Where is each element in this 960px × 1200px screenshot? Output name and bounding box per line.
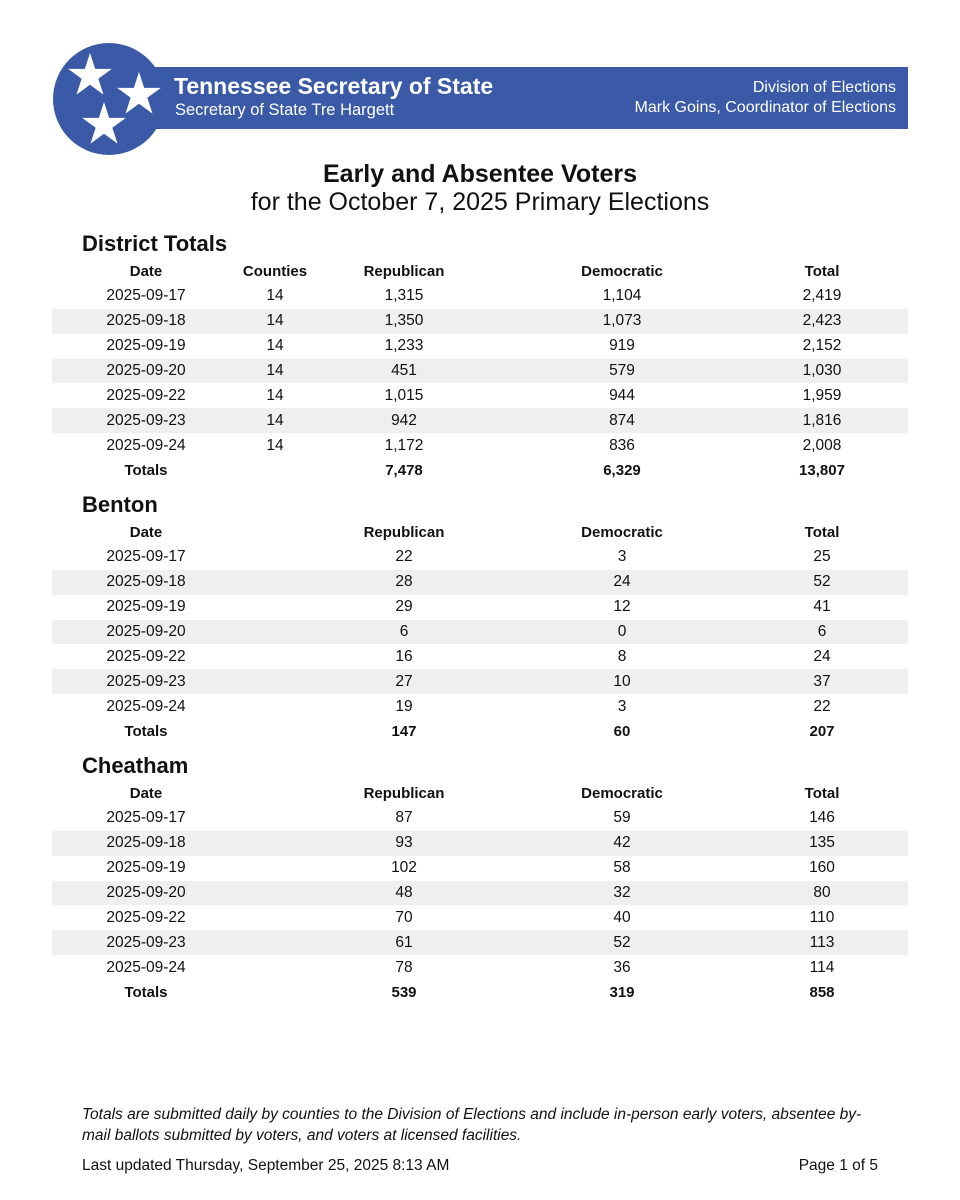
cell-date: 2025-09-17 [106,548,186,566]
table-row [52,955,908,980]
cheatham-section [52,751,908,1005]
table-row [52,694,908,719]
cell-counties: 14 [266,337,284,355]
cell-republican: 78 [395,958,413,976]
totals-label: Totals [124,984,168,1002]
total-republican: 7,478 [385,462,423,480]
table-header-row [52,520,908,545]
cell-democratic: 579 [609,362,635,379]
column-header-democratic: Democratic [581,523,663,541]
cell-date: 2025-09-23 [106,672,186,690]
cell-democratic: 40 [613,908,631,926]
cell-date: 2025-09-18 [106,834,186,852]
cell-date: 2025-09-18 [106,312,186,330]
cell-date: 2025-09-24 [106,436,186,454]
cell-republican: 19 [395,697,413,715]
column-header-democratic: Democratic [581,784,663,802]
cell-democratic: 836 [609,436,635,454]
table-row [52,644,908,669]
org-title: Tennessee Secretary of State [174,73,494,99]
table-row [52,334,908,359]
cell-republican: 1,233 [384,337,424,355]
table-row [52,545,908,570]
table-row [52,806,908,831]
table-header-row [52,259,908,284]
table-row [52,433,908,458]
cell-democratic: 10 [613,672,631,690]
cell-republican: 451 [391,362,417,379]
cell-date: 2025-09-19 [106,859,186,877]
column-header-republican: Republican [363,262,445,280]
column-header-democratic: Democratic [581,262,663,280]
cell-democratic: 874 [609,411,635,429]
table-row [52,881,908,906]
cell-date: 2025-09-20 [106,362,186,379]
table-row [52,905,908,930]
cell-democratic: 3 [617,548,627,566]
totals-row [52,458,908,483]
cell-democratic: 58 [613,859,631,877]
cell-date: 2025-09-22 [106,908,186,926]
cell-republican: 28 [395,573,413,591]
column-header-republican: Republican [363,784,445,802]
cell-counties: 14 [266,386,284,404]
cell-date: 2025-09-24 [106,958,186,976]
cell-democratic: 59 [613,809,631,827]
cell-republican: 1,015 [384,386,424,404]
cell-counties: 14 [266,411,284,429]
cell-total: 80 [813,884,831,901]
cell-total: 2,008 [802,436,842,454]
column-header-republican: Republican [363,523,445,541]
cell-democratic: 36 [613,958,631,976]
org-subtitle: Secretary of State Tre Hargett [175,101,395,119]
total-total: 858 [809,984,835,1002]
page-number: Page 1 of 5 [798,1157,878,1174]
total-republican: 147 [391,723,417,741]
cell-republican: 1,172 [384,436,424,454]
cell-republican: 29 [395,598,413,616]
cell-republican: 93 [395,834,413,852]
cell-democratic: 919 [609,337,635,355]
table-row [52,930,908,955]
column-header-total: Total [804,262,840,280]
page-header [52,42,908,156]
cell-total: 1,959 [802,386,842,404]
totals-row [52,980,908,1005]
cell-counties: 14 [266,312,284,330]
cell-republican: 48 [395,884,413,901]
cell-republican: 27 [395,672,413,690]
cell-total: 25 [813,548,831,566]
cell-republican: 1,315 [384,287,424,305]
cell-total: 146 [809,809,835,827]
section-title: Cheatham [82,753,189,778]
division-name: Division of Elections [752,79,896,96]
totals-row [52,719,908,744]
table-row [52,570,908,595]
cell-date: 2025-09-24 [106,697,186,715]
cell-total: 1,030 [802,362,842,379]
cell-republican: 16 [395,647,413,665]
cell-republican: 87 [395,809,413,827]
cell-democratic: 32 [613,884,631,901]
cell-total: 41 [813,598,831,616]
table-row [52,284,908,309]
benton-section [52,490,908,744]
table-row [52,408,908,433]
table-row [52,359,908,384]
cell-date: 2025-09-22 [106,386,186,404]
cell-counties: 14 [266,362,284,379]
coordinator-name: Mark Goins, Coordinator of Elections [634,99,896,116]
cell-date: 2025-09-20 [106,884,186,901]
footnote: Totals are submitted daily by counties to the Division of Elections and include in-person early voters, absentee by-mail ballots submitted by voters, and voters at licensed facilities. [82,1106,862,1144]
total-democratic: 60 [613,723,631,741]
cell-total: 24 [813,647,831,665]
cell-date: 2025-09-23 [106,933,186,951]
cell-democratic: 0 [617,623,627,640]
cell-total: 110 [809,908,835,926]
cell-total: 114 [809,958,835,976]
cell-date: 2025-09-19 [106,598,186,616]
table-row [52,831,908,856]
cell-total: 52 [813,573,831,591]
total-total: 13,807 [799,462,845,480]
table-row [52,856,908,881]
column-header-date: Date [129,523,163,541]
cell-republican: 102 [391,859,417,877]
column-header-date: Date [129,262,163,280]
section-title: District Totals [82,231,228,256]
cell-republican: 70 [395,908,413,926]
cell-democratic: 12 [613,598,631,616]
cell-total: 113 [809,933,835,951]
tri-star-icon [52,42,166,156]
table-row [52,669,908,694]
cell-date: 2025-09-23 [106,411,186,429]
cell-republican: 61 [395,933,413,951]
cell-total: 135 [809,834,835,852]
total-republican: 539 [391,984,417,1002]
cell-total: 6 [817,623,827,640]
cell-counties: 14 [266,436,284,454]
cell-total: 1,816 [802,411,842,429]
cell-total: 2,423 [802,312,842,330]
table-row [52,309,908,334]
total-democratic: 6,329 [603,462,641,480]
column-header-total: Total [804,784,840,802]
cell-total: 2,152 [802,337,842,355]
cell-total: 22 [813,697,831,715]
cell-democratic: 944 [609,386,635,404]
table-row [52,595,908,620]
total-total: 207 [809,723,835,741]
table-row [52,620,908,645]
cell-democratic: 42 [613,834,631,852]
cell-total: 37 [813,672,831,690]
last-updated: Last updated Thursday, September 25, 2025 8:13 AM [82,1157,450,1174]
section-title: Benton [82,492,158,517]
table-header-row [52,781,908,806]
cell-total: 160 [809,859,835,877]
cell-republican: 6 [399,623,409,640]
totals-label: Totals [124,462,168,480]
table-row [52,383,908,408]
cell-counties: 14 [266,287,284,305]
district-totals-section [52,229,908,483]
totals-label: Totals [124,723,168,741]
cell-date: 2025-09-17 [106,809,186,827]
column-header-counties: Counties [242,262,308,280]
cell-democratic: 1,073 [602,312,642,330]
document-title: Early and Absentee Voters [322,160,637,188]
document-subtitle: for the October 7, 2025 Primary Elections [250,188,710,216]
cell-total: 2,419 [802,287,842,305]
cell-republican: 942 [391,411,417,429]
column-header-date: Date [129,784,163,802]
cell-republican: 1,350 [384,312,424,330]
cell-democratic: 8 [617,647,627,665]
cell-date: 2025-09-19 [106,337,186,355]
total-democratic: 319 [609,984,635,1002]
cell-date: 2025-09-20 [106,623,186,640]
column-header-total: Total [804,523,840,541]
cell-date: 2025-09-17 [106,287,186,305]
cell-date: 2025-09-18 [106,573,186,591]
cell-republican: 22 [395,548,413,566]
cell-democratic: 3 [617,697,627,715]
cell-date: 2025-09-22 [106,647,186,665]
cell-democratic: 24 [613,573,631,591]
cell-democratic: 1,104 [602,287,642,305]
cell-democratic: 52 [613,933,631,951]
